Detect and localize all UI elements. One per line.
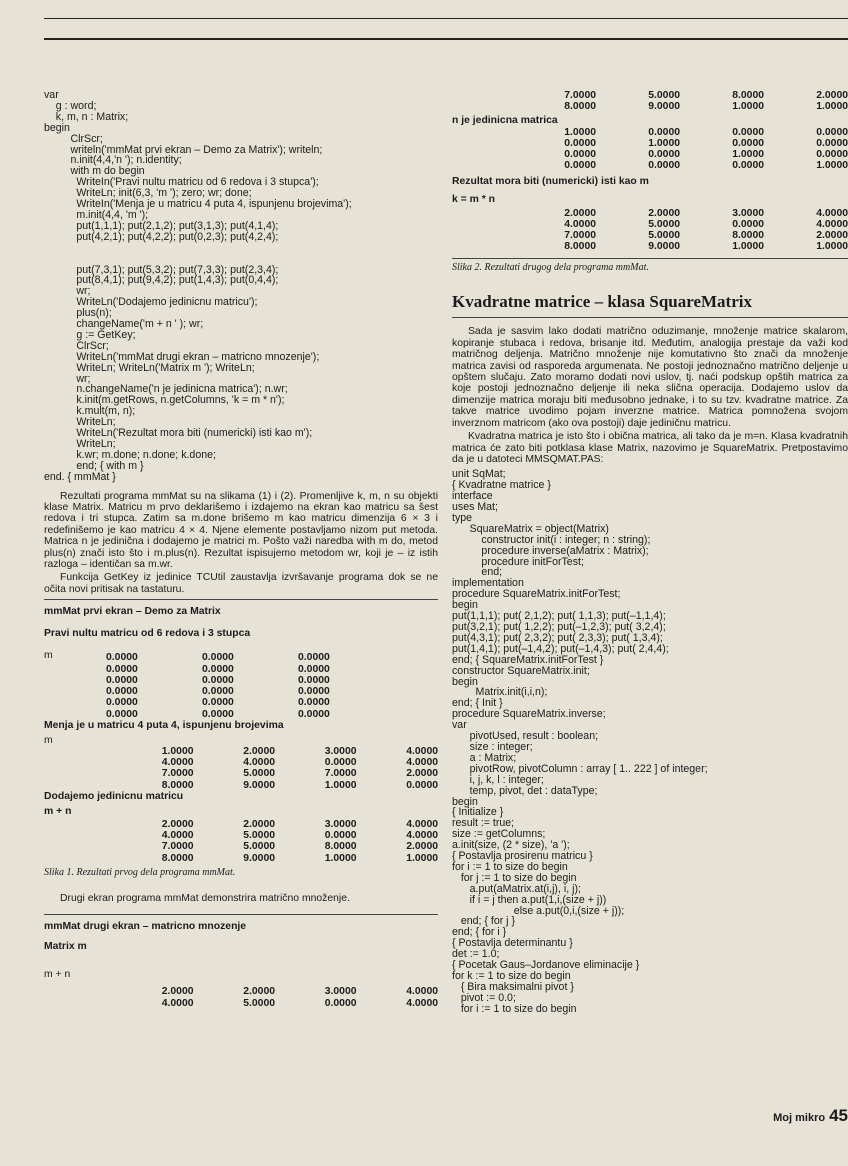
figure2-title: mmMat drugi ekran – matricno mnozenje	[44, 921, 247, 933]
k-result-matrix	[512, 208, 848, 253]
matrix-cell: 8.0000	[564, 101, 596, 113]
figure2-matrix-label: Matrix m	[44, 941, 87, 953]
matrix-cell: 7.0000	[564, 90, 596, 101]
matrix-row	[106, 709, 394, 720]
figure2-m-matrix-bottom	[512, 90, 848, 112]
figure2-m-matrix-top	[112, 986, 438, 1008]
results-paragraph: Rezultati programa mmMat su na slikama (1) i (2). Promenljive k, m, n su objekti klase Matrix. Matricu m prvo deklarišemo i izdajemo na ekran kao matricu sa šest redova i tri stupca. Zatim sa m.done brišemo m kao matricu dimenzija 6 × 3 i redefinišemo je kao matricu 4 × 4. Njene elemente postavljamo nizom put metoda. Matrica n je jedinična i dodajemo je matrici m. Pošto važi naredba with m do, metod plus(n) znači isto što i m.plus(n). Rezultat ispisujemo metodom wr, koji je – iz istih razloga – identičan sa m.wr.	[44, 490, 438, 571]
matrix-cell: 0.0000	[406, 779, 438, 791]
matrix-cell: 7.0000	[324, 768, 357, 780]
right-prose	[452, 326, 848, 465]
matrix-cell: 0.0000	[298, 652, 330, 664]
matrix-row	[512, 90, 848, 101]
matrix-cell: 0.0000	[202, 686, 234, 698]
matrix-row	[112, 830, 438, 841]
matrix-cell: 4.0000	[406, 997, 438, 1009]
second-screen-paragraph: Drugi ekran programa mmMat demonstrira matrično množenje.	[60, 892, 350, 904]
matrix-cell: 1.0000	[161, 745, 194, 757]
matrix-cell: 4.0000	[161, 997, 194, 1009]
matrix-cell: 2.0000	[406, 841, 438, 853]
second-screen-paragraph-wrap	[44, 893, 438, 904]
matrix-row	[106, 697, 394, 708]
matrix-cell: 5.0000	[243, 768, 275, 780]
matrix-cell: 3.0000	[324, 745, 357, 757]
matrix-cell: 1.0000	[324, 852, 357, 864]
matrix-cell: 0.0000	[202, 708, 234, 720]
matrix-row	[512, 230, 848, 241]
matrix-cell: 4.0000	[564, 218, 596, 230]
matrix-cell: 0.0000	[298, 708, 330, 720]
matrix-cell: 8.0000	[564, 241, 596, 253]
matrix-cell: 1.0000	[732, 101, 764, 113]
matrix-row	[512, 208, 848, 219]
matrix-cell: 0.0000	[106, 652, 138, 664]
matrix-cell: 5.0000	[648, 218, 680, 230]
matrix-row	[106, 664, 394, 675]
matrix-cell: 4.0000	[243, 757, 275, 769]
matrix-cell: 1.0000	[816, 241, 848, 253]
matrix-cell: 0.0000	[732, 160, 764, 172]
matrix-cell: 0.0000	[298, 697, 330, 709]
matrix-row	[512, 101, 848, 112]
matrix-row	[512, 138, 848, 149]
matrix-cell: 9.0000	[243, 852, 275, 864]
figure1-title: mmMat prvi ekran – Demo za Matrix	[44, 606, 221, 618]
figure1-subtitle2: Menja je u matricu 4 puta 4, ispunjenu brojevima	[44, 719, 284, 731]
matrix-cell: 3.0000	[732, 207, 764, 219]
figure2-bottom-rule	[452, 258, 848, 259]
matrix-row	[112, 768, 438, 779]
page-footer	[773, 1106, 848, 1126]
matrix-row	[112, 853, 438, 864]
matrix-cell: 9.0000	[243, 779, 275, 791]
matrix-cell: 1.0000	[816, 101, 848, 113]
matrix-cell: 2.0000	[648, 207, 680, 219]
getkey-paragraph: Funkcija GetKey iz jedinice TCUtil zaustavlja izvršavanje programa dok se ne očita novi pritisak na tastaturu.	[44, 572, 438, 595]
matrix-row	[112, 780, 438, 791]
matrix-row	[512, 127, 848, 138]
matrix-cell: 7.0000	[564, 230, 596, 242]
matrix-cell: 0.0000	[324, 757, 357, 769]
matrix-cell: 4.0000	[406, 830, 438, 842]
m-matrix	[112, 746, 438, 791]
mmmat-program-listing: var g : word; k, m, n : Matrix; begin ClrScr; writeln('mmMat prvi ekran – Demo za Matrix'); writeln; n.init(4,4,'n '); n.identity; with m do begin WriteIn('Pravi nultu matricu od 6 redova i 3 stupca'); WriteLn; init(6,3, 'm '); zero; wr; done; WriteIn('Menja je u matricu 4 puta 4, ispunjenu brojevima'); m.init(4,4, 'm '); put(1,1,1); put(2,1,2); put(3,1,3); put(4,1,4); put(4,2,1); put(4,2,2); put(0,2,3); put(4,2,4); put(7,3,1); put(5,3,2); put(7,3,3); put(2,3,4); put(8,4,1); put(9,4,2); put(1,4,3); put(0,4,4); wr; WriteLn('Dodajemo jedinicnu matricu'); plus(n); changeName('m + n ' ); wr; g := GetKey; ClrScr; WriteLn('mmMat drugi ekran – matricno mnozenje'); WriteLn; WriteLn('Matrix m '); WriteLn; wr; n.changeName('n je jedinicna matrica'); n.wr; k.init(m.getRows, n.getColumns, 'k = m * n'); k.mult(m, n); WriteLn; WriteLn('Rezultat mora biti (numericki) isti kao m'); WriteLn; k.wr; m.done; n.done; k.done; end; { with m } end. { mmMat }	[44, 90, 352, 483]
right-column	[452, 90, 848, 1015]
matrix-cell: 0.0000	[732, 137, 764, 149]
matrix-cell: 0.0000	[106, 674, 138, 686]
figure2-left-part	[44, 921, 438, 1009]
matrix-cell: 0.0000	[298, 663, 330, 675]
matrix-cell: 4.0000	[161, 757, 194, 769]
matrix-cell: 0.0000	[564, 149, 596, 161]
matrix-cell: 4.0000	[406, 818, 438, 830]
matrix-cell: 5.0000	[648, 90, 680, 101]
n-identity-matrix	[512, 127, 848, 172]
matrix-cell: 2.0000	[816, 230, 848, 242]
matrix-cell: 2.0000	[406, 768, 438, 780]
matrix-cell: 0.0000	[732, 126, 764, 138]
matrix-cell: 1.0000	[648, 137, 680, 149]
matrix-cell: 0.0000	[816, 149, 848, 161]
square-matrix-paragraph-1: Sada je sasvim lako dodati matrično oduzimanje, množenje matrice skalarom, kopiranje stubaca i redova, brisanje itd. Međutim, analogija prestaje da važi kod matričnog deljenja. Matrično množenje nije komutativno što znači da množenje matrica zavisi od rasporeda argumenata. Ne postoji jednoznačno matrično deljenje u opštem slučaju. Zato moramo dodati novi uslov, tj. naći podskup opštih matrica za koje postoji jednoznačno deljenje ili neka slična operacija. Dodajemo uslov da dimenzije matrica moraju biti međusobno jednake, i to su tzv. kvadratne matrice. Za takve matrice uvodimo pojam inverzne matrice. Matrica pomnožena svojom inverznom matricom (ako ova postoji) daje jediničnu matricu.	[452, 326, 848, 429]
matrix-row	[112, 819, 438, 830]
matrix-cell: 9.0000	[648, 241, 680, 253]
matrix-cell: 5.0000	[243, 841, 275, 853]
k-matrix-label: k = m * n	[452, 194, 496, 206]
figure2-mn-label: m + n	[44, 969, 71, 981]
page-number: 45	[829, 1106, 848, 1125]
matrix-cell: 5.0000	[243, 997, 275, 1009]
matrix-cell: 1.0000	[324, 779, 357, 791]
square-matrix-paragraph-2: Kvadratna matrica je isto što i obična matrica, ali tako da je m=n. Klasa kvadratnih matrica će zato biti potklasa klase Matrix, nazovimo je SquareMatrix. Pretpostavimo da je u datoteci MMSQMAT.PAS:	[452, 431, 848, 465]
matrix-cell: 2.0000	[161, 818, 194, 830]
matrix-row	[106, 686, 394, 697]
matrix-cell: 1.0000	[406, 852, 438, 864]
figure1-subtitle: Pravi nultu matricu od 6 redova i 3 stupca	[44, 628, 251, 640]
matrix-cell: 0.0000	[106, 697, 138, 709]
matrix-cell: 7.0000	[161, 768, 194, 780]
matrix-cell: 7.0000	[161, 841, 194, 853]
left-prose	[44, 491, 438, 596]
matrix-cell: 0.0000	[298, 674, 330, 686]
matrix-row	[112, 998, 438, 1009]
figure1	[44, 606, 438, 878]
matrix-row	[512, 241, 848, 252]
zero-matrix	[106, 652, 394, 719]
matrix-cell: 2.0000	[243, 745, 275, 757]
figure1-m2-label: m	[44, 734, 53, 746]
matrix-cell: 0.0000	[816, 137, 848, 149]
top-rule-thick	[44, 38, 848, 40]
figure2-right-part	[452, 90, 848, 274]
matrix-cell: 1.0000	[816, 160, 848, 172]
figure2-top-rule	[44, 914, 438, 915]
matrix-cell: 0.0000	[648, 160, 680, 172]
matrix-cell: 0.0000	[298, 686, 330, 698]
matrix-cell: 4.0000	[406, 745, 438, 757]
matrix-cell: 8.0000	[161, 779, 194, 791]
matrix-row	[512, 219, 848, 230]
matrix-cell: 4.0000	[406, 986, 438, 998]
result-label: Rezultat mora biti (numericki) isti kao m	[452, 176, 649, 188]
matrix-cell: 0.0000	[106, 708, 138, 720]
matrix-cell: 0.0000	[648, 149, 680, 161]
matrix-cell: 8.0000	[732, 90, 764, 101]
magazine-name: Moj mikro	[773, 1112, 826, 1124]
left-column	[44, 90, 438, 1009]
matrix-cell: 3.0000	[324, 986, 357, 998]
matrix-row	[106, 652, 394, 663]
matrix-cell: 2.0000	[564, 207, 596, 219]
sqmat-unit-listing: unit SqMat; { Kvadratne matrice } interface uses Mat; type SquareMatrix = object(Matrix) constructor init(i : integer; n : string); procedure inverse(aMatrix : Matrix); procedure initForTest; end; implementation procedure SquareMatrix.initForTest; begin put(1,1,1); put( 2,1,2); put( 1,1,3); put(–1,1,4); put(3,2,1); put( 1,2,2); put(–1,2,3); put( 3,2,4); put(4,3,1); put( 2,3,2); put( 2,3,3); put( 1,3,4); put(1,4,1); put(–1,4,2); put(–1,4,3); put( 2,4,4); end; { SquareMatrix.initForTest } constructor SquareMatrix.init; begin Matrix.init(i,i,n); end; { Init } procedure SquareMatrix.inverse; var pivotUsed, result : boolean; size : integer; a : Matrix; pivotRow, pivotColumn : array [ 1.. 222 ] of integer; i, j, k, l : integer; temp, pivot, det : dataType; begin { Initialize } result := true; size := getColumns; a.init(size, (2 * size), 'a '); { Postavlja prosirenu matricu } for i := 1 to size do begin for j := 1 to size do begin a.put(aMatrix.at(i,j), i, j); if i = j then a.put(1,i,(size + j)) else a.put(0,i,(size + j)); end; { for j } end; { for i } { Postavlja determinantu } det := 1.0; { Pocetak Gaus–Jordanove eliminacije } for k := 1 to size do begin { Bira maksimalni pivot } pivot := 0.0; for i := 1 to size do begin	[452, 468, 708, 1015]
figure2-caption: Slika 2. Rezultati drugog dela programa mmMat.	[452, 262, 649, 274]
top-rule-thin	[44, 18, 848, 19]
matrix-row	[112, 986, 438, 997]
matrix-cell: 5.0000	[648, 230, 680, 242]
matrix-row	[112, 746, 438, 757]
matrix-row	[112, 841, 438, 852]
matrix-cell: 1.0000	[732, 149, 764, 161]
figure1-mn-label: m + n	[44, 805, 72, 817]
m-plus-n-matrix	[112, 819, 438, 864]
matrix-cell: 2.0000	[161, 986, 194, 998]
matrix-cell: 0.0000	[324, 830, 357, 842]
matrix-cell: 8.0000	[324, 841, 357, 853]
matrix-cell: 8.0000	[161, 852, 194, 864]
matrix-cell: 1.0000	[732, 241, 764, 253]
matrix-row	[106, 675, 394, 686]
matrix-cell: 2.0000	[816, 90, 848, 101]
matrix-row	[512, 149, 848, 160]
figure1-top-rule	[44, 599, 438, 600]
matrix-cell: 4.0000	[816, 218, 848, 230]
matrix-cell: 0.0000	[564, 137, 596, 149]
matrix-cell: 4.0000	[161, 830, 194, 842]
matrix-cell: 4.0000	[406, 757, 438, 769]
matrix-cell: 0.0000	[106, 663, 138, 675]
matrix-cell: 0.0000	[732, 218, 764, 230]
figure1-caption: Slika 1. Rezultati prvog dela programa mmMat.	[44, 866, 236, 878]
matrix-cell: 0.0000	[202, 652, 234, 664]
n-matrix-label: n je jedinicna matrica	[452, 115, 558, 127]
matrix-cell: 0.0000	[202, 697, 234, 709]
matrix-cell: 0.0000	[202, 663, 234, 675]
matrix-cell: 8.0000	[732, 230, 764, 242]
matrix-cell: 2.0000	[243, 986, 275, 998]
matrix-cell: 3.0000	[324, 818, 357, 830]
matrix-cell: 0.0000	[202, 674, 234, 686]
matrix-row	[512, 160, 848, 171]
matrix-cell: 0.0000	[106, 686, 138, 698]
matrix-cell: 0.0000	[648, 126, 680, 138]
matrix-row	[112, 757, 438, 768]
figure1-m-label: m	[44, 650, 53, 662]
matrix-cell: 4.0000	[816, 207, 848, 219]
matrix-cell: 2.0000	[243, 818, 275, 830]
matrix-cell: 0.0000	[324, 997, 357, 1009]
section-heading: Kvadratne matrice – klasa SquareMatrix	[452, 292, 848, 318]
matrix-cell: 5.0000	[243, 830, 275, 842]
matrix-cell: 0.0000	[564, 160, 596, 172]
matrix-cell: 0.0000	[816, 126, 848, 138]
figure1-subtitle3: Dodajemo jedinicnu matricu	[44, 790, 184, 802]
matrix-cell: 9.0000	[648, 101, 680, 113]
matrix-cell: 1.0000	[564, 126, 596, 138]
